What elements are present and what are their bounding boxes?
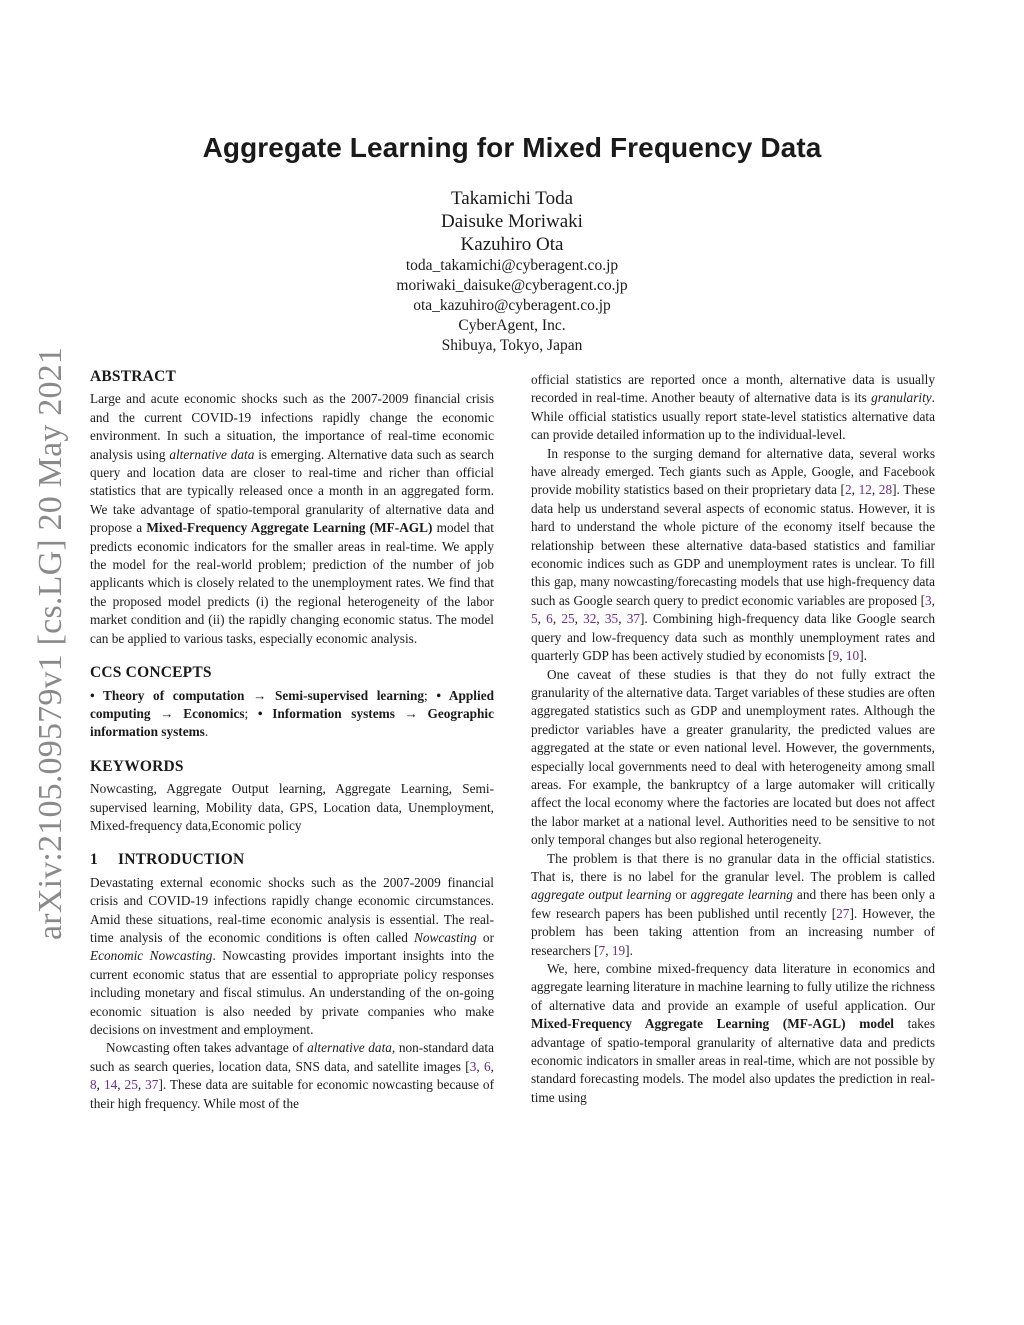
author-name: Takamichi Toda [450, 188, 574, 209]
citation-link[interactable]: 8 [90, 1077, 97, 1093]
right-column [531, 371, 935, 1107]
citation-link[interactable]: 27 [836, 905, 850, 921]
intro-paragraph-1: Devastating external economic shocks such as the 2007-2009 financial crisis and COVID-19 infections rapidly change economic circumstances. Amid these situations, real-time economic analysis is essential. The real-time analysis of the economic conditions is often called Nowcasting or Economic Nowcasting. Nowcasting provides important insights into the current economic status that are essential to appropriate policy responses including monetary and fiscal stimulus. An understanding of the on-going economic situation is also needed by private companies who make decisions on investment and employment. [90, 874, 495, 1037]
ccs-heading: CCS CONCEPTS [90, 664, 212, 682]
abstract-heading: ABSTRACT [90, 368, 177, 385]
citation-link[interactable]: 3 [925, 592, 932, 608]
intro-paragraph-6: The problem is that there is no granular data in the official statistics. That is, there is no label for the granular level. The problem is called aggregate output learning or aggregate learning and there has been only a few research papers has been published until recently [27]. However, the problem has been taking attention from an increasing number of researchers [7, 19]. [531, 850, 935, 958]
citation-link[interactable]: 28 [878, 482, 893, 498]
citation-link[interactable]: 9 [832, 648, 840, 664]
citation-link[interactable]: 5 [531, 611, 538, 627]
citation-link[interactable]: 32 [583, 611, 597, 627]
citation-link[interactable]: 25 [561, 611, 575, 627]
citation-link[interactable]: 37 [145, 1077, 159, 1093]
citation-link[interactable]: 12 [858, 482, 872, 498]
paper-title: Aggregate Learning for Mixed Frequency Data [202, 132, 822, 163]
intro-paragraph-5: One caveat of these studies is that they do not fully extract the granularity of the alternative data. Target variables of these studies are often aggregated statistics such as GDP and unemployment rates. Although the predictor variables have a greater granularity, the predicted values are aggregated at the state or even national level. However, the governments, especially local governments need to deal with heterogeneity among small areas. For example, the bankruptcy of a large automaker will critically affect the local economy where the factories are located but does not affect the labor market at a national level. Authorities need to be sensitive to not only temporal changes but also regional heterogeneity. [531, 666, 935, 848]
author-name: Daisuke Moriwaki [441, 211, 583, 232]
keywords-text: Nowcasting, Aggregate Output learning, Aggregate Learning, Semi-supervised learning, Mobility data, GPS, Location data, Unemployment, Mixed-frequency data,Economic policy [90, 781, 494, 833]
citation-link[interactable]: 19 [611, 942, 626, 958]
citation-link[interactable]: 35 [604, 611, 619, 627]
citation-link[interactable]: 10 [845, 648, 860, 664]
author-location: Shibuya, Tokyo, Japan [441, 337, 583, 354]
citation-link[interactable]: 7 [598, 942, 606, 958]
author-email: toda_takamichi@cyberagent.co.jp [405, 257, 619, 274]
citation-link[interactable]: 2 [844, 482, 852, 498]
citation-link[interactable]: 37 [626, 611, 640, 627]
intro-paragraph-7: We, here, combine mixed-frequency data literature in economics and aggregate learning literature in machine learning to fully utilize the richness of alternative data and provide an example of useful application. Our Mixed-Frequency Aggregate Learning (MF-AGL) model takes advantage of spatio-temporal granularity of alternative data and predicts economic indicators in smaller areas in real-time, which are not possible by standard forecasting models. The model also updates the prediction in real-time using [531, 961, 935, 1105]
citation-link[interactable]: 6 [546, 611, 553, 627]
abstract-text: Large and acute economic shocks such as the 2007-2009 financial crisis and the current COVID-19 infections rapidly change the economic environment. In such a situation, the importance of real-time economic analysis using alternative data is emerging. Alternative data such as search query and location data are closer to real-time and richer than official statistics that are typically released once a month in an aggregated form. We take advantage of spatio-temporal granularity of alternative data and propose a Mixed-Frequency Aggregate Learning (MF-AGL) model that predicts economic indicators for the smaller areas in real-time. We apply the model for the real-world problem; prediction of the number of job applicants which is closely related to the unemployment rates. We find that the proposed model predicts (i) the regional heterogeneity of the labor market condition and (ii) the rapidly changing economic status. The model can be applied to various tasks, especially economic analysis. [90, 391, 494, 646]
intro-paragraph-4: In response to the surging demand for alternative data, several works have already emerged. Tech giants such as Apple, Google, and Facebook provide mobility statistics based on their proprietary data [2, 12, 28]. These data help us understand several aspects of economic status. However, it is hard to understand the whole picture of the economy itself because the relationship between these alternative data-based statistics and familiar economic indices such as GDP and unemployment rates is unclear. To fill this gap, many nowcasting/forecasting models that use high-frequency data such as Google search query to predict economic variables are proposed [3, 5, 6, 25, 32, 35, 37]. Combining high-frequency data like Google search query and low-frequency data such as monthly unemployment rates and quarterly GDP has been actively studied by economists [9, 10]. [531, 445, 936, 664]
arxiv-identifier: arXiv:2105.09579v1 [cs.LG] 20 May 2021 [32, 346, 69, 940]
author-name: Kazuhiro Ota [460, 234, 564, 255]
citation-link[interactable]: 14 [103, 1077, 118, 1093]
keywords-heading: KEYWORDS [90, 757, 184, 775]
citation-link[interactable]: 6 [484, 1058, 491, 1074]
citation-link[interactable]: 25 [124, 1077, 138, 1093]
citation-link[interactable]: 3 [469, 1058, 477, 1074]
author-block [0, 187, 1024, 356]
author-email: ota_kazuhiro@cyberagent.co.jp [413, 297, 611, 314]
intro-paragraph-3: official statistics are reported once a month, alternative data is usually recorded in real-time. Another beauty of alternative data is its granularity. While official statistics usually report state-level statistics alternative data can provide detailed information up to the individual-level. [531, 372, 935, 443]
author-email: moriwaki_daisuke@cyberagent.co.jp [396, 277, 628, 294]
intro-heading: 1 INTRODUCTION [90, 851, 245, 869]
ccs-text: • Theory of computation → Semi-supervised learning; • Applied computing → Economics; • Information systems → Geographic information systems. [90, 687, 494, 740]
left-column [90, 368, 494, 1113]
author-affiliation: CyberAgent, Inc. [458, 317, 566, 334]
intro-paragraph-2: Nowcasting often takes advantage of alternative data, non-standard data such as search queries, location data, SNS data, and satellite images [3, 6, 8, 14, 25, 37]. These data are suitable for economic nowcasting because of their high frequency. While most of the [90, 1040, 495, 1111]
